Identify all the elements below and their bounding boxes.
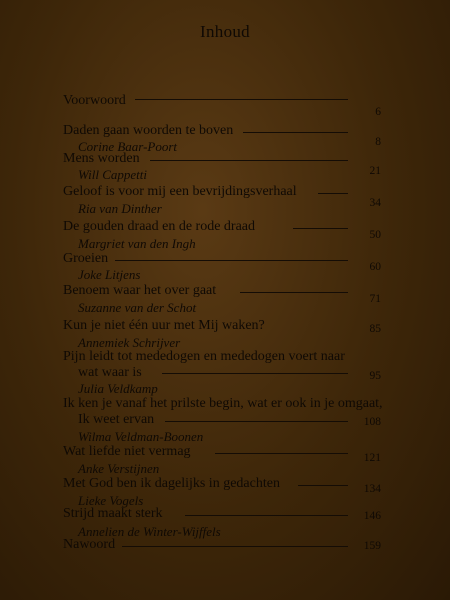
toc-entry-title: Ik ken je vanaf het prilste begin, wat er ook in je omgaat, xyxy=(63,396,383,411)
toc-leader-line xyxy=(318,193,348,194)
toc-entry-author: Annemiek Schrijver xyxy=(78,335,181,350)
toc-leader-line xyxy=(122,546,348,547)
toc-entry-title: Kun je niet één uur met Mij waken? xyxy=(63,318,265,333)
toc-page-number: 34 xyxy=(369,197,381,209)
toc-entry-title: Voorwoord xyxy=(63,93,126,108)
toc-entry-author: Lieke Vogels xyxy=(78,493,144,508)
toc-entry-author: Joke Litjens xyxy=(78,267,141,282)
toc-entry-title: Groeien xyxy=(63,251,109,266)
toc-page-number: 121 xyxy=(363,452,381,464)
toc-page-number: 8 xyxy=(375,136,381,148)
toc-leader-line xyxy=(243,132,348,133)
toc-entry-title: Pijn leidt tot mededogen en mededogen voert naar xyxy=(63,349,345,364)
toc-leader-line xyxy=(115,260,348,261)
toc-leader-line xyxy=(165,421,348,422)
toc-leader-line xyxy=(293,228,348,229)
toc-entry-author: Wilma Veldman-Boonen xyxy=(78,429,204,444)
toc-page-number: 71 xyxy=(369,293,381,305)
toc-entry-author: Corine Baar-Poort xyxy=(78,139,178,154)
toc-leader-line xyxy=(240,292,348,293)
toc-entry-title: Wat liefde niet vermag xyxy=(63,444,191,459)
toc-leader-line xyxy=(215,453,348,454)
toc-entry-author: Anke Verstijnen xyxy=(78,461,160,476)
toc-entry-author: Margriet van den Ingh xyxy=(78,236,196,251)
toc-entry-title: Nawoord xyxy=(63,537,116,552)
toc-page-number: 146 xyxy=(363,510,381,522)
page-title: Inhoud xyxy=(200,22,250,41)
toc-entry-title: De gouden draad en de rode draad xyxy=(63,219,256,234)
toc-entry-author: Julia Veldkamp xyxy=(78,381,158,396)
toc-page-number: 95 xyxy=(369,370,381,382)
toc-entry-title: Geloof is voor mij een bevrijdingsverhaal xyxy=(63,184,297,199)
toc-leader-line xyxy=(135,99,348,100)
toc-page-number: 50 xyxy=(369,229,381,241)
toc-leader-line xyxy=(185,515,348,516)
toc-leader-line xyxy=(162,373,348,374)
toc-entry-author: Annelien de Winter-Wijffels xyxy=(78,524,221,539)
toc-entry-title-continued: Ik weet ervan xyxy=(78,412,155,427)
toc-page-number: 6 xyxy=(375,106,381,118)
toc-entry-author: Suzanne van der Schot xyxy=(78,300,197,315)
toc-entry-title: Mens worden xyxy=(63,151,140,166)
toc-page-number: 134 xyxy=(363,483,381,495)
toc-page-number: 60 xyxy=(369,261,381,273)
toc-page-number: 85 xyxy=(369,323,381,335)
toc-entry-title: Daden gaan woorden te boven xyxy=(63,123,234,138)
toc-entry-author: Ria van Dinther xyxy=(78,201,162,216)
toc-leader-line xyxy=(150,160,348,161)
toc-entry-title: Benoem waar het over gaat xyxy=(63,283,217,298)
toc-page-number: 108 xyxy=(363,416,381,428)
toc-entry-title-continued: wat waar is xyxy=(78,365,142,380)
toc-entry-title: Met God ben ik dagelijks in gedachten xyxy=(63,476,280,491)
toc-page-number: 159 xyxy=(363,540,381,552)
toc-entry-author: Will Cappetti xyxy=(78,167,147,182)
toc-entry-title: Strijd maakt sterk xyxy=(63,506,163,521)
toc-page-number: 21 xyxy=(369,165,381,177)
